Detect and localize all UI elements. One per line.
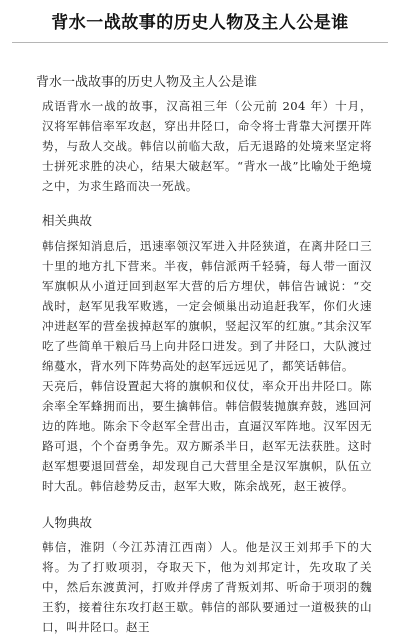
title-divider	[12, 42, 388, 43]
story-paragraph-1: 韩信探知消息后，迅速率领汉军进入井陉狭道，在离井陉口三十里的地方扎下营来。半夜，韩信派两千轻骑，每人带一面汉军旗帜从小道迂回到赵军大营的后方埋伏，韩信告诫说：“交战时，赵军见我军败逃，一定会倾巢出动追赶我军，你们火速冲进赵军的营垒拔掉赵军的旗帜，竖起汉军的红旗。”其余汉军吃了些简单干粮后马上向井陉口进发。到了井陉口，大队渡过绵蔓水，背水列下阵势高处的赵军远远见了，都笑话韩信。	[42, 239, 372, 373]
intro-paragraph: 成语背水一战的故事，汉高祖三年（公元前 204 年）十月，汉将军韩信率军攻赵，穿出井陉口，命令将士背靠大河摆开阵势，与敌人交战。韩信以前临大敌，后无退路的处境来坚定将士拼死求胜的决心，结果大破赵军。“背水一战”比喻处于绝境之中，为求生路而决一死战。	[42, 99, 372, 193]
story-paragraph-2: 天亮后，韩信设置起大将的旗帜和仪仗，率众开出井陉口。陈余率全军蜂拥而出，要生擒韩信。韩信假装抛旗弃鼓，逃回河边的阵地。陈余下令赵军全营出击，直逼汉军阵地。汉军因无路可退，个个奋勇争先。双方厮杀半日，赵军无法获胜。这时赵军想要退回营垒，却发现自己大营里全是汉军旗帜，队伍立时大乱。韩信趁势反击，赵军大败，陈余战死，赵王被俘。	[42, 379, 372, 493]
page-title: 背水一战故事的历史人物及主人公是谁	[51, 13, 349, 33]
article-subtitle: 背水一战故事的历史人物及主人公是谁	[36, 75, 258, 90]
person-paragraph-1: 韩信，淮阴（今江苏清江西南）人。他是汉王刘邦手下的大将。为了打败项羽，夺取天下，他为刘邦定计，先攻取了关中，然后东渡黄河，打败并俘虏了背叛刘邦、听命于项羽的魏王豹，接着往东攻打赵王歇。韩信的部队要通过一道极狭的山口，叫井陉口。赵王	[42, 540, 372, 634]
section-heading-person: 人物典故	[42, 515, 93, 530]
section-heading-story: 相关典故	[42, 213, 93, 228]
